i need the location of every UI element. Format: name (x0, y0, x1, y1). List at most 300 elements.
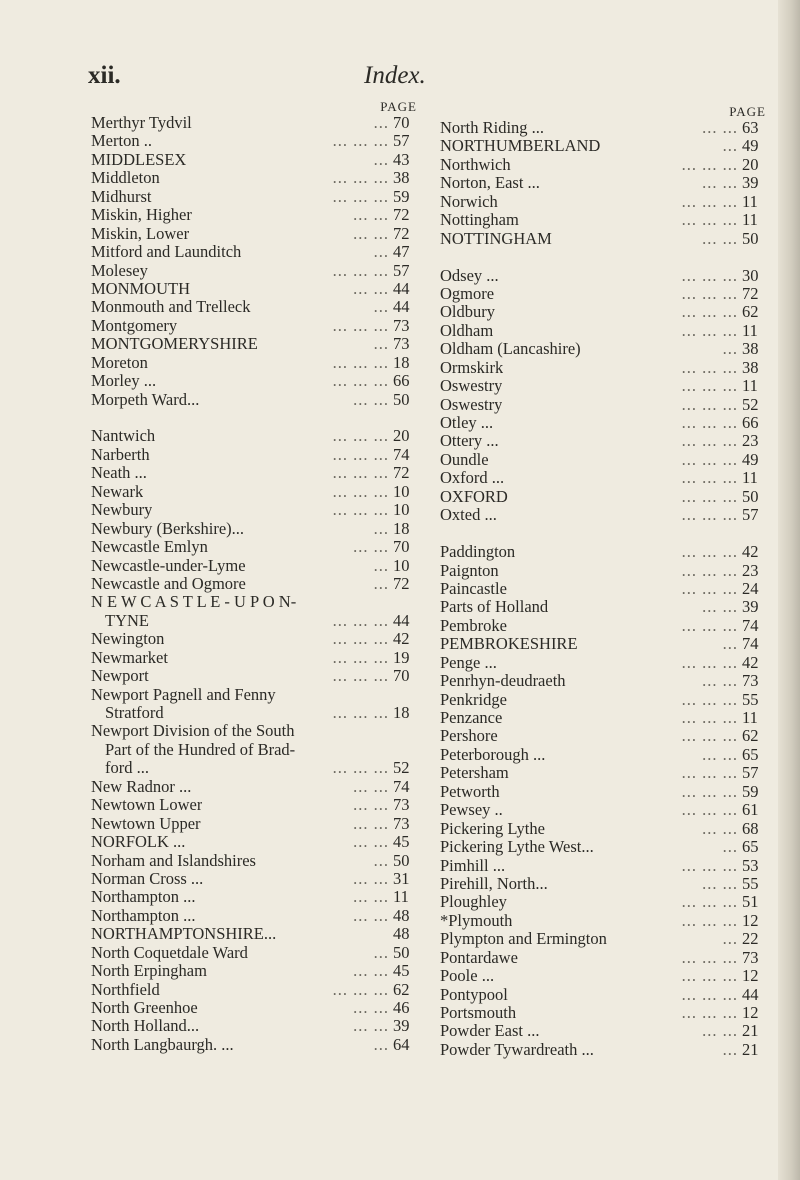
index-entry-name: North Greenhoe (91, 999, 198, 1017)
index-entry-name: Newcastle-under-Lyme (91, 556, 246, 575)
index-entry (91, 649, 423, 667)
index-entry-leader: ... ... ... (681, 616, 738, 635)
index-entry-leader: ... ... ... (332, 667, 389, 686)
index-entry-leader: ... (373, 335, 389, 354)
index-entry-page: 72 (393, 223, 410, 243)
index-entry-page: 45 (393, 961, 410, 981)
index-entry-leader: ... (373, 298, 389, 317)
index-entry (91, 593, 423, 611)
index-entry-leader: ... ... (353, 279, 389, 298)
index-entry-name: Merthyr Tydvil (91, 114, 192, 132)
index-entry-name: Norwich (440, 192, 498, 211)
index-entry-page: 12 (742, 910, 759, 930)
index-entry-leader: ... ... ... (332, 169, 389, 188)
index-entry-name: Molesey (91, 261, 148, 280)
index-entry (440, 562, 772, 580)
index-entry-page: 38 (742, 339, 759, 359)
index-entry-name: Penrhyn-deudraeth (440, 672, 566, 691)
index-entry (440, 691, 772, 709)
index-entry-name: Ottery ... (440, 432, 499, 451)
index-entry-name: Paignton (440, 561, 499, 580)
page-edge (778, 0, 800, 1180)
index-entry-page: 11 (742, 708, 758, 727)
index-entry-name: Newbury (Berkshire)... (91, 519, 245, 538)
index-entry-page: 70 (393, 113, 410, 132)
index-entry-leader: ... (722, 1040, 738, 1059)
index-entry-leader: ... (722, 635, 738, 654)
index-entry (91, 722, 423, 740)
index-entry-name: Mitford and Launditch (91, 243, 242, 262)
index-entry-page: 55 (742, 689, 759, 709)
index-entry-leader: ... (722, 137, 738, 156)
index-entry (440, 432, 772, 450)
index-entry-leader: ... (373, 574, 389, 593)
index-entry-name: Newark (91, 482, 144, 501)
index-entry-page: 18 (393, 352, 410, 372)
index-entry-name: Poole ... (440, 967, 495, 986)
index-entry-page: 72 (393, 463, 410, 483)
index-entry-leader: ... ... ... (332, 445, 389, 464)
index-entry-name: Newtown Upper (91, 814, 201, 833)
index-entry-name: Norton, East ... (440, 174, 540, 193)
index-entry-leader: ... ... ... (681, 414, 738, 432)
index-entry-page: 45 (393, 832, 410, 852)
index-entry-name: Pontypool (440, 985, 508, 1004)
index-entry-name: Oldbury (440, 303, 495, 322)
index-entry-leader: ... ... (702, 598, 738, 617)
index-entry-leader: ... ... (353, 962, 389, 981)
index-entry (91, 262, 423, 280)
index-entry (91, 575, 423, 593)
index-entry-name: Stratford (105, 704, 164, 722)
index-entry-page: 62 (742, 726, 759, 746)
index-entry-page: 43 (393, 149, 410, 169)
index-entry-page: 63 (742, 118, 759, 137)
index-entry-leader: ... (373, 943, 389, 962)
index-entry-leader: ... ... ... (332, 759, 389, 778)
index-entry-page: 11 (393, 887, 409, 907)
index-entry (440, 322, 772, 340)
index-entry-name: Petworth (440, 782, 500, 801)
index-entry (91, 925, 423, 943)
index-entry (91, 151, 423, 169)
index-entry-page: 61 (742, 800, 759, 820)
index-entry (91, 667, 423, 685)
index-entry-page: 39 (393, 1016, 410, 1036)
index-entry-name: Oxford ... (440, 469, 505, 488)
index-entry-leader: ... ... ... (681, 358, 738, 377)
index-entry-leader: ... ... (353, 869, 389, 888)
index-entry-page: 72 (742, 283, 759, 303)
index-entry-leader: ... ... ... (681, 192, 738, 211)
index-entry-name: Newport Pagnell and Fenny (91, 685, 276, 704)
index-entry-page: 21 (742, 1039, 759, 1059)
index-entry (91, 778, 423, 796)
index-entry (91, 335, 423, 353)
index-entry-page: 70 (393, 537, 410, 557)
index-entry (440, 267, 772, 285)
index-entry (91, 206, 423, 224)
index-entry-leader: ... ... ... (332, 187, 389, 206)
index-entry (91, 169, 423, 187)
index-entry-leader: ... ... (702, 229, 738, 248)
index-entry-name: Pewsey .. (440, 801, 503, 820)
index-entry-name: Northfield (91, 980, 160, 999)
index-entry (440, 893, 772, 911)
index-entry (91, 538, 423, 556)
index-entry (440, 617, 772, 635)
index-entry-page: 31 (393, 868, 410, 888)
index-entry-page: 50 (742, 228, 759, 248)
index-entry-page: 10 (393, 481, 410, 501)
index-column-right (440, 105, 772, 1059)
index-entry-name: Newcastle and Ogmore (91, 574, 246, 593)
index-entry (440, 488, 772, 506)
index-entry-leader: ... ... ... (681, 764, 738, 783)
index-entry-leader: ... ... (353, 999, 389, 1017)
index-entry-name: North Langbaurgh. ... (91, 1035, 234, 1054)
index-entry (440, 654, 772, 672)
index-entry (91, 612, 423, 630)
index-entry (91, 372, 423, 390)
index-entry-leader: ... ... ... (332, 611, 389, 630)
index-entry (440, 377, 772, 395)
index-entry-leader: ... ... ... (681, 893, 738, 912)
index-entry (440, 635, 772, 653)
index-entry (440, 857, 772, 875)
index-entry-name: Nantwich (91, 427, 156, 446)
index-entry-name: North Coquetdale Ward (91, 943, 248, 962)
index-entry-page: 23 (742, 431, 759, 451)
index-entry-page: 62 (393, 979, 410, 999)
index-entry-name: Middleton (91, 169, 160, 188)
index-entry-page: 49 (742, 136, 759, 156)
index-entry-leader: ... ... ... (681, 266, 738, 285)
index-entry-name: Newport Division of the South (91, 722, 295, 741)
index-entry (440, 340, 772, 358)
index-entry-name: Morley ... (91, 372, 157, 391)
index-entry (91, 759, 423, 777)
index-entry-page: 49 (742, 449, 759, 469)
index-entry-name: Oxted ... (440, 506, 497, 525)
index-entry-leader: ... (373, 243, 389, 262)
index-entry (91, 999, 423, 1017)
index-entry (440, 303, 772, 321)
index-entry (91, 630, 423, 648)
index-entry-name: NORTHUMBERLAND (440, 137, 601, 156)
page-title: Index. (364, 62, 426, 89)
index-entry-leader: ... ... ... (681, 284, 738, 303)
index-entry-page: 52 (393, 758, 410, 778)
index-entry-name: Pimhill ... (440, 856, 506, 875)
index-entry (440, 875, 772, 893)
index-entry-page: 47 (393, 242, 410, 262)
index-entry (91, 981, 423, 999)
index-entry (440, 137, 772, 155)
index-entry-name: Pembroke (440, 616, 507, 635)
index-entry (91, 741, 423, 759)
index-entry (440, 543, 772, 561)
index-entry-leader: ... (373, 556, 389, 575)
index-entry (91, 833, 423, 851)
index-entry-page: 44 (393, 278, 410, 298)
index-entry-leader: ... ... (702, 672, 738, 691)
index-entry-name: MONTGOMERYSHIRE (91, 335, 258, 354)
index-entry-leader: ... ... ... (332, 980, 389, 999)
index-entry (91, 446, 423, 464)
index-entry-name: Miskin, Higher (91, 206, 192, 225)
index-entry-leader: ... ... ... (332, 501, 389, 520)
index-entry (91, 944, 423, 962)
index-entry-name: Northwich (440, 155, 511, 174)
index-entry (440, 359, 772, 377)
index-entry-page: 55 (742, 873, 759, 893)
index-entry-name: Penzance (440, 709, 503, 727)
index-entry-leader: ... ... ... (681, 690, 738, 709)
index-entry (440, 414, 772, 432)
index-entry-page: 21 (742, 1021, 759, 1041)
index-entry-name: Norham and Islandshires (91, 851, 256, 870)
index-entry (440, 820, 772, 838)
index-entry-leader: ... ... ... (681, 727, 738, 746)
index-entry-name: Paddington (440, 543, 516, 562)
index-entry-leader: ... ... (702, 1022, 738, 1041)
index-entry-name: Newtown Lower (91, 796, 203, 815)
index-entry-leader: ... ... ... (681, 856, 738, 875)
index-entry (91, 1017, 423, 1035)
index-entry (91, 962, 423, 980)
index-entry-page: 50 (393, 389, 410, 409)
index-entry (440, 506, 772, 524)
index-entry (440, 248, 772, 266)
index-entry-name: NORFOLK ... (91, 833, 186, 852)
index-entry-name: Pickering Lythe West... (440, 838, 594, 857)
index-entry (91, 391, 423, 409)
index-entry (91, 501, 423, 519)
index-entry (91, 354, 423, 372)
index-entry-name: Penkridge (440, 690, 507, 709)
index-entry-name: Monmouth and Trelleck (91, 298, 251, 317)
index-entry-page: 73 (742, 671, 759, 691)
index-entry (91, 704, 423, 722)
index-entry (440, 949, 772, 967)
index-entry-name: Neath ... (91, 464, 147, 483)
index-entry-page: 18 (393, 518, 410, 538)
index-entry-leader: ... ... (353, 538, 389, 557)
index-entry-name: Plympton and Ermington (440, 930, 607, 949)
index-entry-name: Parts of Holland (440, 598, 549, 617)
index-entry (91, 280, 423, 298)
index-entry-leader: ... ... (702, 819, 738, 838)
page-header (0, 62, 780, 102)
index-entry-leader: ... ... ... (332, 630, 389, 649)
index-entry-name: Oundle (440, 450, 489, 469)
index-entry-page: 38 (742, 357, 759, 377)
index-entry (440, 801, 772, 819)
index-entry-name: Pirehill, North... (440, 874, 548, 893)
index-entry-name: MIDDLESEX (91, 150, 187, 169)
index-entry-page: 59 (742, 781, 759, 801)
index-entry (440, 156, 772, 174)
index-entry-page: 23 (742, 560, 759, 580)
index-entry-name: Newbury (91, 501, 153, 520)
index-entry-name: Nottingham (440, 211, 519, 230)
index-entry-name: Miskin, Lower (91, 224, 190, 243)
index-entry-page: 48 (393, 924, 410, 944)
index-entry-name: Merton .. (91, 132, 152, 151)
page-folio: xii. (88, 62, 121, 89)
index-entry-name: Montgomery (91, 316, 178, 335)
index-entry-leader: ... ... ... (681, 911, 738, 930)
index-entry-page: 66 (742, 413, 759, 432)
index-entry-name: Pontardawe (440, 948, 518, 967)
index-entry-name: Morpeth Ward... (91, 390, 200, 409)
index-entry-name: Oswestry (440, 395, 503, 414)
index-entry (91, 114, 423, 132)
index-entry-name: NOTTINGHAM (440, 229, 552, 248)
index-entry (91, 557, 423, 575)
index-entry (91, 1036, 423, 1054)
index-entry (440, 1041, 772, 1059)
index-entry-name: Newcastle Emlyn (91, 538, 208, 557)
index-entry-leader: ... ... (353, 833, 389, 852)
index-entry (91, 464, 423, 482)
index-entry-page: 39 (742, 597, 759, 617)
index-entry-page: 10 (393, 500, 410, 520)
index-entry (440, 912, 772, 930)
index-entry-page: 74 (742, 634, 759, 654)
index-entry-page: 11 (742, 191, 758, 211)
index-entry-page: 11 (742, 320, 758, 340)
index-entry-page: 46 (393, 998, 410, 1017)
index-entry-name: Odsey ... (440, 266, 499, 285)
index-entry (91, 427, 423, 445)
index-entry-page: 74 (393, 776, 410, 796)
index-entry (440, 469, 772, 487)
index-entry (440, 967, 772, 985)
index-entry-leader: ... ... (353, 224, 389, 243)
index-entry-page: 73 (393, 334, 410, 354)
index-entry (440, 709, 772, 727)
index-entry-leader: ... ... ... (681, 506, 738, 525)
index-entry-leader: ... ... ... (681, 469, 738, 488)
index-entry-leader: ... ... ... (332, 372, 389, 391)
index-entry (91, 317, 423, 335)
index-entry-leader: ... (722, 930, 738, 949)
index-entry-page: 12 (742, 1003, 759, 1022)
index-entry (91, 520, 423, 538)
index-entry-name: Portsmouth (440, 1004, 517, 1022)
index-entry (440, 451, 772, 469)
index-entry (91, 852, 423, 870)
index-entry-name: Oldham (Lancashire) (440, 340, 581, 359)
index-entry-leader: ... ... ... (681, 653, 738, 672)
index-entry-page: 73 (742, 947, 759, 967)
index-entry-leader: ... ... ... (681, 801, 738, 820)
index-entry-page: 57 (393, 131, 410, 151)
index-entry-page: 53 (742, 855, 759, 875)
index-entry-name: Powder Tywardreath ... (440, 1040, 594, 1059)
index-entry-page: 50 (742, 486, 759, 506)
page-column-heading: PAGE (729, 104, 766, 119)
index-entry-name: Northampton ... (91, 888, 196, 907)
index-entry-name: Oswestry (440, 377, 503, 396)
index-entry (91, 870, 423, 888)
index-entry-page: 59 (393, 186, 410, 206)
index-entry-name: Pickering Lythe (440, 819, 545, 838)
index-entry-page: 62 (742, 302, 759, 322)
index-entry-leader: ... (722, 838, 738, 857)
index-entry (440, 525, 772, 543)
index-entry-leader: ... ... ... (681, 782, 738, 801)
index-entry-page: 39 (742, 173, 759, 193)
index-entry-page: 73 (393, 795, 410, 815)
index-entry-page: 72 (393, 573, 410, 593)
index-entry-leader: ... ... ... (332, 353, 389, 372)
index-entry-name: TYNE (105, 611, 149, 630)
index-entry (440, 986, 772, 1004)
index-entry-page: 24 (742, 578, 759, 598)
index-entry (440, 598, 772, 616)
index-entry-page: 73 (393, 315, 410, 335)
index-entry (440, 672, 772, 690)
index-entry (440, 727, 772, 745)
index-entry-leader: ... ... (353, 906, 389, 925)
index-entry-name: Otley ... (440, 414, 494, 432)
index-entry (440, 285, 772, 303)
index-entry-page: 50 (393, 850, 410, 870)
index-entry-page: 51 (742, 892, 759, 912)
index-entry-page: 18 (393, 703, 410, 722)
index-entry-name: Oldham (440, 321, 494, 340)
index-entry-page: 11 (742, 468, 758, 488)
index-entry-page: 10 (393, 555, 410, 575)
index-entry-leader: ... ... ... (332, 704, 389, 722)
index-entry-leader: ... ... (702, 874, 738, 893)
index-entry-page: 42 (393, 629, 410, 649)
index-entry-name: MONMOUTH (91, 279, 190, 298)
index-entry-leader: ... ... ... (681, 1004, 738, 1022)
index-entry-leader: ... ... (702, 174, 738, 193)
index-entry-page: 57 (742, 505, 759, 525)
index-entry-leader: ... ... ... (332, 482, 389, 501)
index-entry-leader: ... ... (353, 1017, 389, 1036)
index-entry-leader: ... ... ... (681, 321, 738, 340)
index-entry (440, 211, 772, 229)
index-entry-page: 68 (742, 818, 759, 838)
index-entry (91, 298, 423, 316)
index-entry-page: 44 (393, 297, 410, 317)
index-entry (91, 132, 423, 150)
index-entry-leader: ... ... ... (681, 487, 738, 506)
index-entry-page: 20 (393, 426, 410, 446)
index-entry-leader: ... ... (353, 814, 389, 833)
index-entry (440, 193, 772, 211)
page-column-heading: PAGE (380, 99, 417, 114)
index-entry-name: Ormskirk (440, 358, 504, 377)
index-entry (91, 188, 423, 206)
index-entry-name: Northampton ... (91, 906, 196, 925)
index-entry-page: 57 (393, 260, 410, 280)
index-entry (440, 119, 772, 137)
index-entry-leader: ... (373, 851, 389, 870)
index-entry (91, 409, 423, 427)
index-entry-leader: ... ... ... (332, 648, 389, 667)
index-entry-page: 20 (742, 154, 759, 174)
index-entry-name: Penge ... (440, 653, 497, 672)
index-entry (440, 174, 772, 192)
index-entry-leader: ... ... ... (681, 450, 738, 469)
